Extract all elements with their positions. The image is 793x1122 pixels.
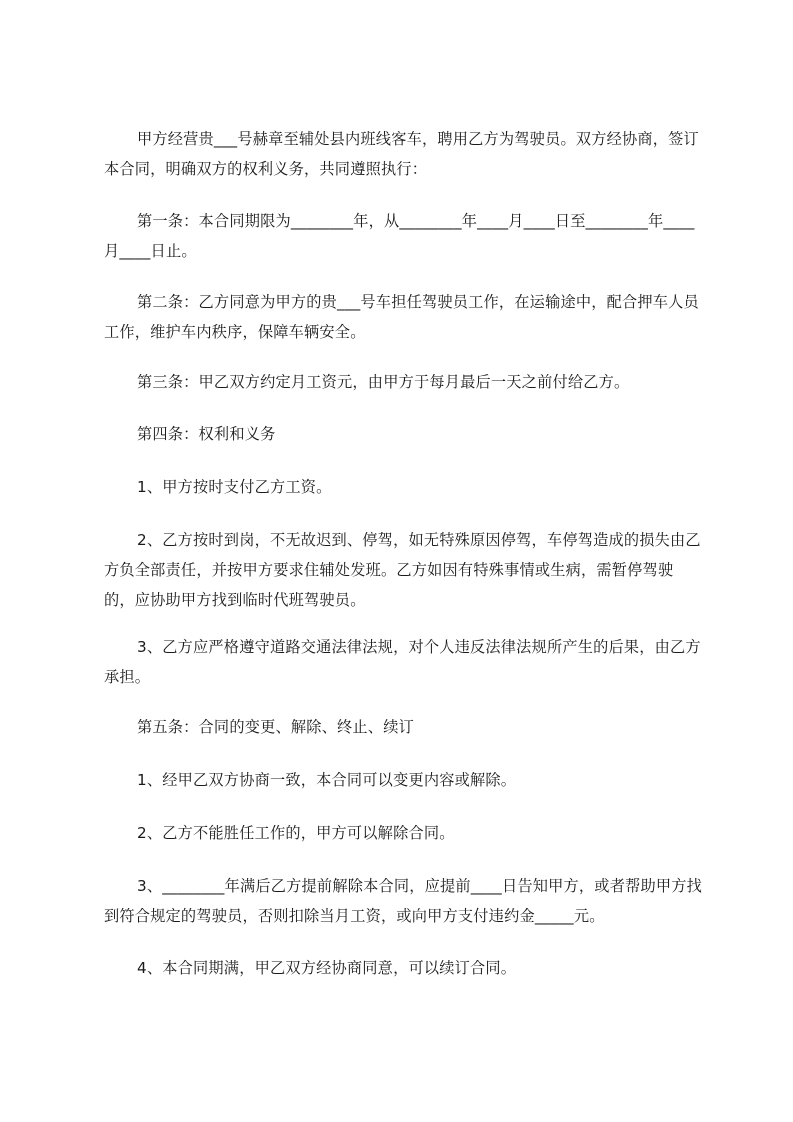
intro-paragraph: 甲方经营贵___号赫章至辅处县内班线客车，聘用乙方为驾驶员。双方经协商，签订本合同，明确双方的权利义务，共同遵照执行： [104, 130, 699, 178]
article-4-item-2: 2、乙方按时到岗，不无故迟到、停驾，如无特殊原因停驾，车停驾造成的损失由乙方负全部责任，并按甲方要求住辅处发班。乙方如因有特殊事情或生病，需暂停驾驶的，应协助甲方找到临时代班驾驶员。 [104, 531, 701, 609]
article-3-salary: 第三条：甲乙双方约定月工资元，由甲方于每月最后一天之前付给乙方。 [137, 373, 630, 391]
article-4-item-1: 1、甲方按时支付乙方工资。 [137, 478, 332, 496]
article-5-item-4: 4、本合同期满，甲乙双方经协商同意，可以续订合同。 [137, 959, 517, 977]
article-2-duties: 第二条：乙方同意为甲方的贵___号车担任驾驶员工作，在运输途中，配合押车人员工作，维护车内秩序，保障车辆安全。 [104, 293, 699, 341]
article-5-item-2: 2、乙方不能胜任工作的，甲方可以解除合同。 [137, 824, 455, 842]
article-4-item-3: 3、乙方应严格遵守道路交通法律法规，对个人违反法律法规所产生的后果，由乙方承担。 [104, 638, 701, 686]
article-1-term: 第一条：本合同期限为________年，从________年____月____日至________年____月____日止。 [104, 212, 695, 260]
article-4-heading: 第四条：权利和义务 [137, 425, 276, 443]
article-5-item-1: 1、经甲乙双方协商一致，本合同可以变更内容或解除。 [137, 771, 517, 789]
article-5-item-3: 3、________年满后乙方提前解除本合同，应提前____日告知甲方，或者帮助甲方找到符合规定的驾驶员，否则扣除当月工资，或向甲方支付违约金_____元。 [104, 877, 703, 925]
article-5-heading: 第五条：合同的变更、解除、终止、续订 [137, 718, 414, 736]
